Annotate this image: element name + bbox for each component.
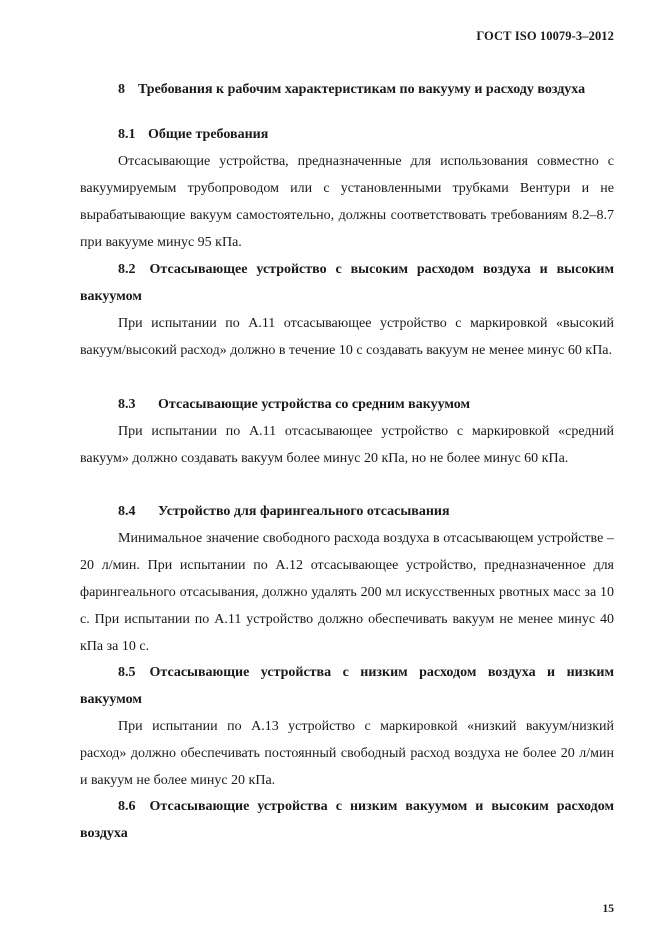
subsection-heading-8-5 <box>80 659 614 713</box>
subsection-text-8-2: При испытании по А.11 отсасывающее устройство с маркировкой «высокий вакуум/высокий расход» должно в течение 10 с создавать вакуум не менее минус 60 кПа. <box>80 316 614 358</box>
subsection-title: Устройство для фарингеального отсасывания <box>158 504 450 519</box>
subsection-number: 8.3 <box>118 397 136 412</box>
subsection-heading-8-2 <box>80 256 614 310</box>
subsection-heading-8-3 <box>80 391 614 418</box>
subsection-number: 8.2 <box>118 262 136 277</box>
subsection-heading-8-1 <box>80 121 614 148</box>
subsection-text-8-1: Отсасывающие устройства, предназначенные для использования совместно с вакуумируемым трубопроводом или с установленными трубками Вентури и не вырабатывающие вакуум самостоятельно, должны соответствовать требованиям 8.2–8.7 при вакууме минус 95 кПа. <box>80 154 614 250</box>
document-id-header: ГОСТ ISO 10079-3–2012 <box>476 29 614 43</box>
subsection-number: 8.6 <box>118 799 136 814</box>
subsection-title: Общие требования <box>148 127 269 142</box>
section-title: Требования к рабочим характеристикам по вакууму и расходу воздуха <box>138 82 586 97</box>
subsection-text-8-3: При испытании по А.11 отсасывающее устройство с маркировкой «средний вакуум» должно создавать вакуум более минус 20 кПа, но не более минус 60 кПа. <box>80 424 614 466</box>
subsection-title: Отсасывающее устройство с высоким расходом воздуха и высоким вакуумом <box>80 262 614 304</box>
subsection-title: Отсасывающие устройства с низким расходом воздуха и низким вакуумом <box>80 665 614 707</box>
subsection-number: 8.5 <box>118 665 136 680</box>
subsection-title: Отсасывающие устройства с низким вакуумом и высоким расходом воздуха <box>80 799 614 841</box>
subsection-text-8-5: При испытании по А.13 устройство с маркировкой «низкий вакуум/низкий расход» должно обеспечивать постоянный свободный расход воздуха не более 20 л/мин и вакуум не более минус 20 кПа. <box>80 719 614 788</box>
subsection-title: Отсасывающие устройства со средним вакуумом <box>158 397 471 412</box>
subsection-heading-8-4 <box>80 498 614 525</box>
subsection-heading-8-6 <box>80 793 614 847</box>
page-number: 15 <box>602 903 614 915</box>
section-number: 8 <box>118 82 125 97</box>
subsection-number: 8.1 <box>118 127 136 142</box>
subsection-number: 8.4 <box>118 504 136 519</box>
subsection-text-8-4: Минимальное значение свободного расхода воздуха в отсасывающем устройстве – 20 л/мин. При испытании по А.12 отсасывающее устройство, предназначенное для фарингеального отсасывания, должно удалять 200 мл искусственных рвотных масс за 10 с. При испытании по А.11 устройство должно обеспечивать вакуум не менее минус 40 кПа за 10 с. <box>80 531 614 654</box>
